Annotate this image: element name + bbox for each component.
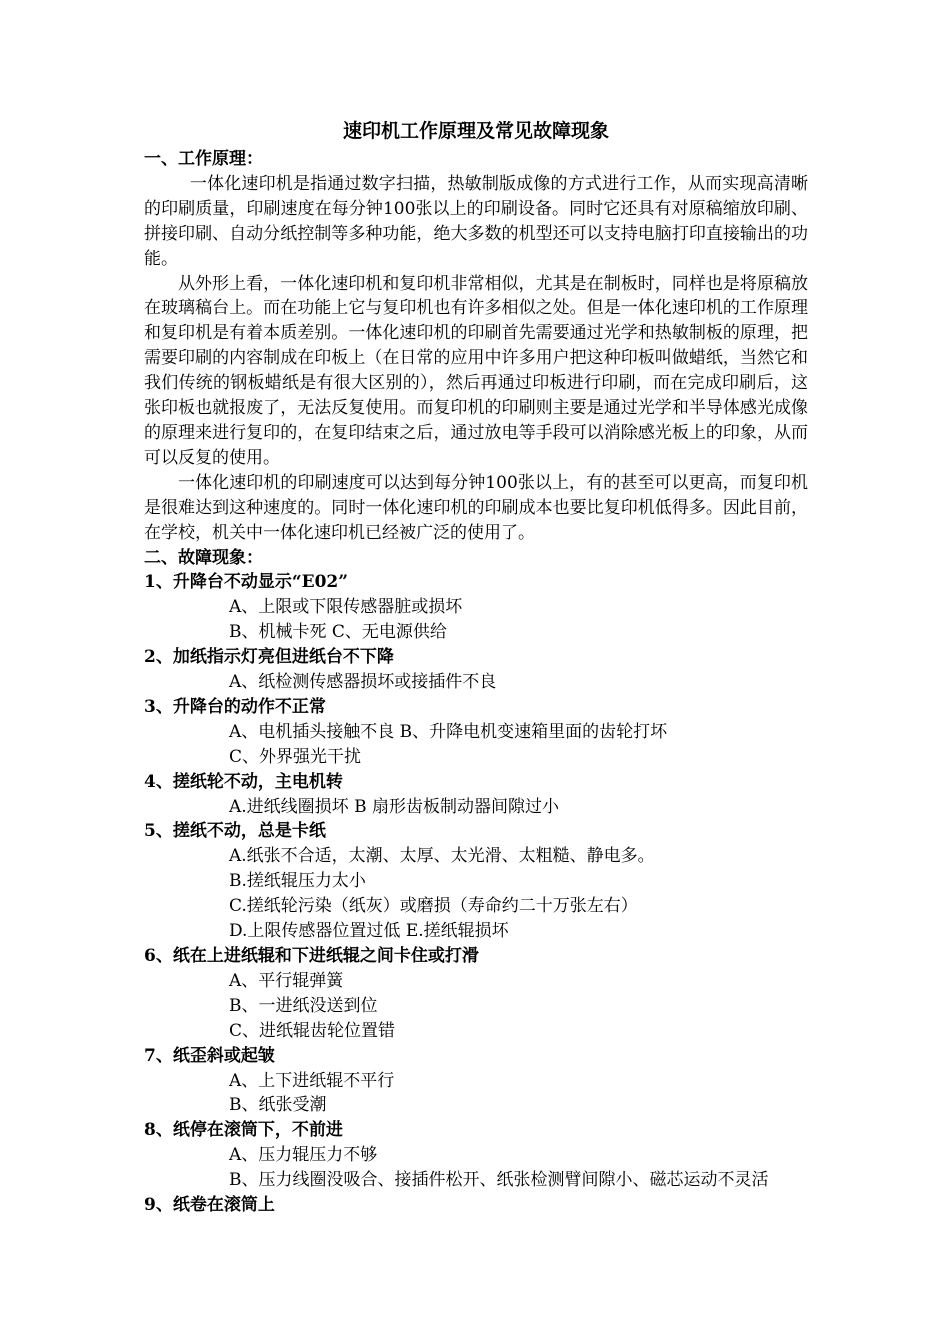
fault-cause: A、上下进纸辊不平行 xyxy=(229,1070,395,1091)
fault-item-title: 7、纸歪斜或起皱 xyxy=(144,1045,275,1066)
fault-item xyxy=(144,645,808,695)
fault-item xyxy=(144,570,808,645)
principle-paragraph-3: 一体化速印机的印刷速度可以达到每分钟100张以上，有的甚至可以更高，而复印机是很难达到这种速度的。同时一体化速印机的印刷成本也要比复印机低得多。因此目前，在学校，机关中一体化速印机已经被广泛的使用了。 xyxy=(144,472,808,543)
fault-cause: B.搓纸辊压力太小 xyxy=(229,871,366,892)
fault-cause: B、一进纸没送到位 xyxy=(229,995,378,1016)
fault-item xyxy=(144,770,808,820)
fault-cause: D.上限传感器位置过低 E.搓纸辊损坏 xyxy=(229,921,509,942)
fault-cause: A、电机插头接触不良 B、升降电机变速箱里面的齿轮打坏 xyxy=(229,721,668,742)
fault-cause: A、纸检测传感器损坏或接插件不良 xyxy=(229,672,497,693)
fault-cause: B、机械卡死 C、无电源供给 xyxy=(229,622,447,643)
fault-cause: A、上限或下限传感器脏或损坏 xyxy=(229,597,463,618)
document-page xyxy=(144,118,808,1218)
principle-paragraph-2: 从外形上看，一体化速印机和复印机非常相似，尤其是在制板时，同样也是将原稿放在玻璃稿台上。而在功能上它与复印机也有许多相似之处。但是一体化速印机的工作原理和复印机是有着本质差别。一体化速印机的印刷首先需要通过光学和热敏制板的原理，把需要印刷的内容制成在印板上（在日常的应用中许多用户把这种印板叫做蜡纸，当然它和我们传统的钢板蜡纸是有很大区别的），然后再通过印板进行印刷，而在完成印刷后，这张印板也就报废了，无法反复使用。而复印机的印刷则主要是通过光学和半导体感光成像的原理来进行复印的，在复印结束之后，通过放电等手段可以消除感光板上的印象，从而可以反复的使用。 xyxy=(144,273,808,468)
fault-item-title: 8、纸停在滚筒下，不前进 xyxy=(144,1120,343,1141)
principle-paragraph-1: 一体化速印机是指通过数字扫描，热敏制版成像的方式进行工作，从而实现高清晰的印刷质量，印刷速度在每分钟100张以上的印刷设备。同时它还具有对原稿缩放印刷、拼接印刷、自动分纸控制等多种功能，绝大多数的机型还可以支持电脑打印直接输出的功能。 xyxy=(144,173,808,269)
fault-item xyxy=(144,1193,808,1218)
fault-item-title: 9、纸卷在滚筒上 xyxy=(144,1195,275,1216)
fault-cause: C.搓纸轮污染（纸灰）或磨损（寿命约二十万张左右） xyxy=(229,896,638,917)
section-heading-faults: 二、故障现象： xyxy=(144,547,263,568)
fault-item-title: 4、搓纸轮不动，主电机转 xyxy=(144,771,343,792)
section-heading-principle: 一、工作原理： xyxy=(144,149,263,169)
fault-item xyxy=(144,695,808,770)
fault-cause: A、压力辊压力不够 xyxy=(229,1145,378,1166)
fault-cause: B、纸张受潮 xyxy=(229,1095,327,1116)
fault-item xyxy=(144,944,808,1044)
fault-cause: B、压力线圈没吸合、接插件松开、纸张检测臂间隙小、磁芯运动不灵活 xyxy=(229,1170,769,1191)
fault-cause: C、外界强光干扰 xyxy=(229,746,362,767)
fault-cause: A、平行辊弹簧 xyxy=(229,970,344,991)
fault-cause: A.进纸线圈损坏 B 扇形齿板制动器间隙过小 xyxy=(229,796,559,817)
fault-cause: C、进纸辊齿轮位置错 xyxy=(229,1020,396,1041)
fault-item xyxy=(144,1118,808,1193)
fault-item xyxy=(144,1044,808,1119)
document-title: 速印机工作原理及常见故障现象 xyxy=(342,120,609,142)
fault-item-title: 3、升降台的动作不正常 xyxy=(144,696,326,717)
fault-item-title: 5、搓纸不动，总是卡纸 xyxy=(144,821,326,842)
fault-item-title: 2、加纸指示灯亮但进纸台不下降 xyxy=(144,647,394,668)
fault-item-title: 1、升降台不动显示“E02” xyxy=(144,572,348,593)
fault-item xyxy=(144,819,808,944)
fault-cause: A.纸张不合适，太潮、太厚、太光滑、太粗糙、静电多。 xyxy=(229,846,655,867)
fault-item-title: 6、纸在上进纸辊和下进纸辊之间卡住或打滑 xyxy=(144,946,479,966)
